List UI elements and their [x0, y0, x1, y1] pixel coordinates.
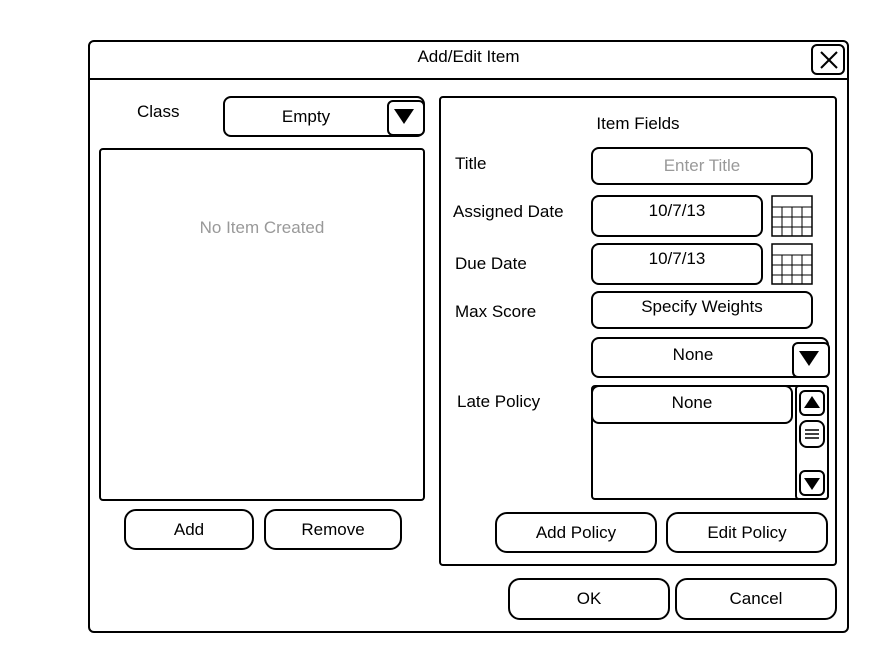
item-fields-heading: Item Fields: [596, 114, 680, 133]
assigned-date-label: Assigned Date: [453, 202, 564, 221]
hamburger-icon: [801, 422, 823, 446]
class-label: Class: [137, 102, 180, 121]
title-divider: [88, 78, 849, 80]
remove-button[interactable]: Remove: [264, 509, 402, 550]
late-policy-list-item[interactable]: None: [591, 385, 793, 424]
max-score-dropdown-button[interactable]: [792, 342, 830, 378]
triangle-down-icon: [801, 472, 823, 494]
assigned-date-input[interactable]: 10/7/13: [591, 195, 763, 237]
max-score-label: Max Score: [455, 302, 537, 321]
close-button[interactable]: [811, 44, 845, 75]
triangle-up-icon: [801, 392, 823, 414]
item-list-empty-message: No Item Created: [199, 218, 325, 237]
edit-policy-button[interactable]: Edit Policy: [666, 512, 828, 553]
triangle-down-icon: [389, 102, 419, 130]
calendar-icon[interactable]: [771, 243, 813, 285]
scroll-down-button[interactable]: [799, 470, 825, 496]
class-dropdown[interactable]: [223, 96, 425, 137]
item-list[interactable]: [99, 148, 425, 501]
triangle-down-icon: [794, 344, 824, 372]
max-score-dropdown[interactable]: [591, 337, 829, 378]
add-button[interactable]: Add: [124, 509, 254, 550]
late-policy-scrollbar[interactable]: [795, 385, 829, 500]
add-policy-button[interactable]: Add Policy: [495, 512, 657, 553]
ok-button[interactable]: OK: [508, 578, 670, 620]
scroll-thumb[interactable]: [799, 420, 825, 448]
specify-weights-button[interactable]: Specify Weights: [591, 291, 813, 329]
late-policy-label: Late Policy: [457, 392, 541, 411]
due-date-label: Due Date: [455, 254, 527, 273]
max-score-dropdown-value: None: [672, 344, 714, 364]
cancel-button[interactable]: Cancel: [675, 578, 837, 620]
class-dropdown-button[interactable]: [387, 100, 425, 136]
dialog-title: Add/Edit Item: [417, 47, 520, 66]
scroll-up-button[interactable]: [799, 390, 825, 416]
class-dropdown-value: Empty: [281, 106, 331, 126]
close-icon: [819, 50, 839, 70]
title-input[interactable]: Enter Title: [591, 147, 813, 185]
title-label: Title: [455, 154, 487, 173]
calendar-icon[interactable]: [771, 195, 813, 237]
due-date-input[interactable]: 10/7/13: [591, 243, 763, 285]
